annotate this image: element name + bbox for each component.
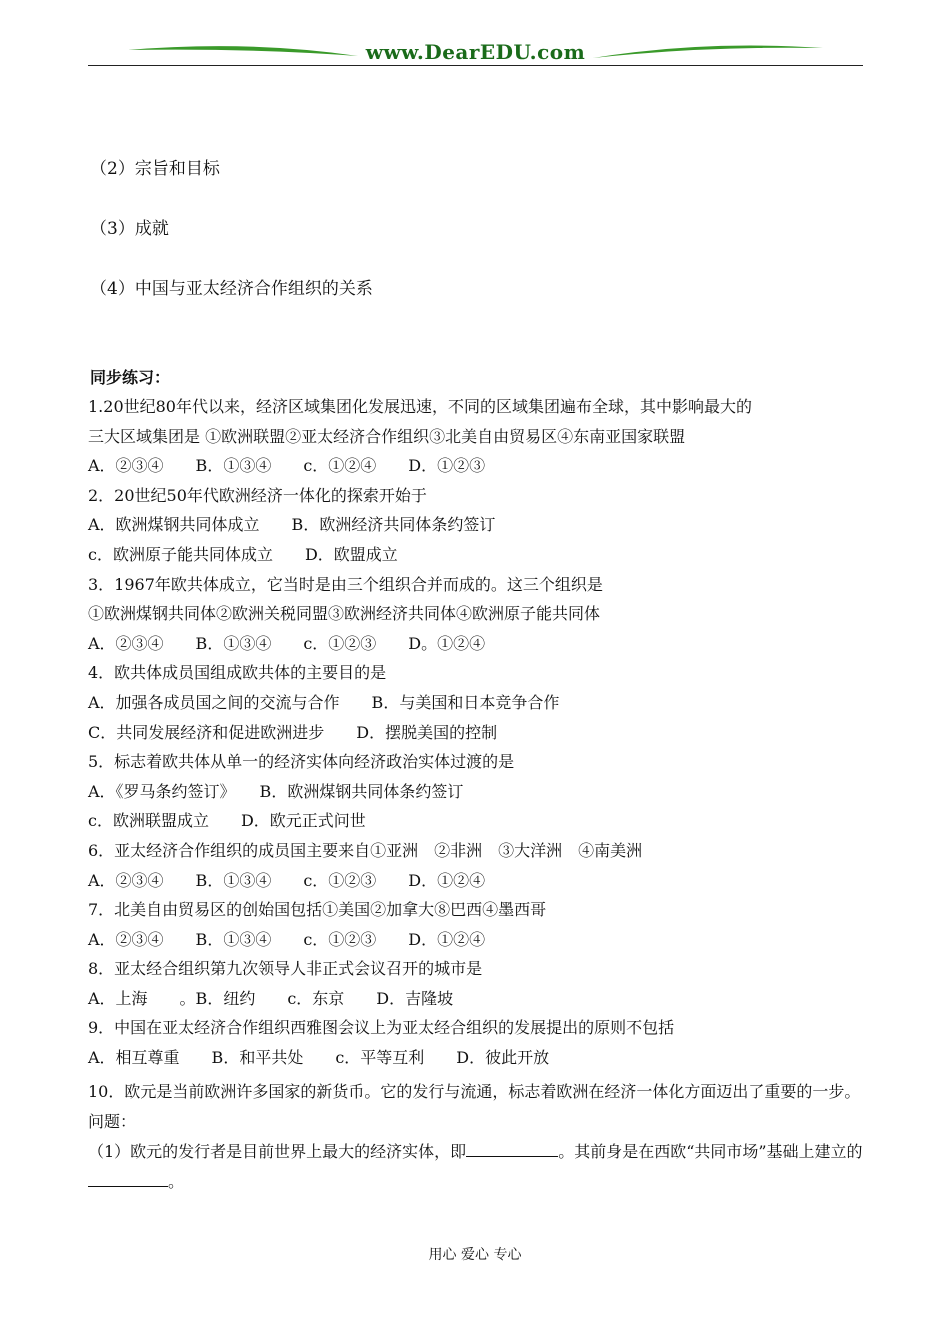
answer-blank-2[interactable] xyxy=(88,1168,168,1187)
question-10-part-1 xyxy=(88,1137,866,1197)
page-footer: 用心 爱心 专心 xyxy=(428,1247,522,1263)
section-title: 同步练习： xyxy=(90,368,171,387)
exercise-line: A．②③④ B．①③④ c．①②③ D．①②④ xyxy=(88,870,486,890)
outline-item: （3）成就 xyxy=(90,219,169,239)
exercise-line: A．②③④ B．①③④ c．①②④ D．①②③ xyxy=(88,456,486,476)
header-rule xyxy=(88,65,863,66)
outline-item: （2）宗旨和目标 xyxy=(90,159,220,179)
exercise-line: A．②③④ B．①③④ c．①②③ D．①②④ xyxy=(88,929,486,949)
exercise-line: 三大区域集团是 ①欧洲联盟②亚太经济合作组织③北美自由贸易区④东南亚国家联盟 xyxy=(88,426,686,446)
exercise-line: c．欧洲联盟成立 D．欧元正式问世 xyxy=(88,811,366,831)
exercise-line: 3．1967年欧共体成立，它当时是由三个组织合并而成的。这三个组织是 xyxy=(88,574,603,594)
exercise-line: A．欧洲煤钢共同体成立 B．欧洲经济共同体条约签订 xyxy=(88,515,496,535)
exercise-line: 2．20世纪50年代欧洲经济一体化的探索开始于 xyxy=(88,485,427,505)
leaf-decoration-right-icon xyxy=(593,42,823,64)
part-1-text-b: 。其前身是在西欧“共同市场”基础上建立的 xyxy=(558,1141,863,1161)
exercise-line: A．②③④ B．①③④ c．①②③ D。①②④ xyxy=(88,633,486,653)
question-10-stem: 10．欧元是当前欧洲许多国家的新货币。它的发行与流通，标志着欧洲在经济一体化方面迈出了重要的一步。问题： xyxy=(88,1081,861,1131)
exercise-line: C．共同发展经济和促进欧洲进步 D．摆脱美国的控制 xyxy=(88,722,498,742)
outline-item: （4）中国与亚太经济合作组织的关系 xyxy=(90,279,373,299)
exercise-line: A．加强各成员国之间的交流与合作 B．与美国和日本竞争合作 xyxy=(88,692,560,712)
question-10 xyxy=(88,1077,866,1197)
exercise-content xyxy=(88,392,866,1197)
leaf-decoration-left-icon xyxy=(128,42,358,64)
site-logo: www.DearEDU.com xyxy=(365,40,586,64)
exercise-line: 7．北美自由贸易区的创始国包括①美国②加拿大⑧巴西④墨西哥 xyxy=(88,900,547,920)
exercise-line: 6．亚太经济合作组织的成员国主要来自①亚洲 ②非洲 ③大洋洲 ④南美洲 xyxy=(88,840,643,860)
exercise-line: 4．欧共体成员国组成欧共体的主要目的是 xyxy=(88,663,387,683)
exercise-line: 5．标志着欧共体从单一的经济实体向经济政治实体过渡的是 xyxy=(88,752,515,772)
exercise-line: 1.20世纪80年代以来，经济区域集团化发展迅速，不同的区域集团遍布全球，其中影响最大的 xyxy=(88,397,752,416)
exercise-line: A．《罗马条约签订》 B．欧洲煤钢共同体条约签订 xyxy=(88,781,464,801)
part-1-text-c: 。 xyxy=(168,1171,185,1191)
exercise-line: ①欧洲煤钢共同体②欧洲关税同盟③欧洲经济共同体④欧洲原子能共同体 xyxy=(88,604,601,624)
exercise-line: 8．亚太经合组织第九次领导人非正式会议召开的城市是 xyxy=(88,959,483,979)
part-1-text-a: （1）欧元的发行者是目前世界上最大的经济实体，即 xyxy=(88,1141,467,1161)
exercise-line: 9．中国在亚太经济合作组织西雅图会议上为亚太经合组织的发展提出的原则不包括 xyxy=(88,1018,675,1038)
exercise-line: c．欧洲原子能共同体成立 D．欧盟成立 xyxy=(88,544,398,564)
exercise-line: A．上海 。B．纽约 c．东京 D．吉隆坡 xyxy=(88,988,454,1008)
exercise-line: A．相互尊重 B．和平共处 c．平等互利 D．彼此开放 xyxy=(88,1048,550,1068)
page-header xyxy=(88,38,863,70)
answer-blank-1[interactable] xyxy=(466,1138,558,1157)
